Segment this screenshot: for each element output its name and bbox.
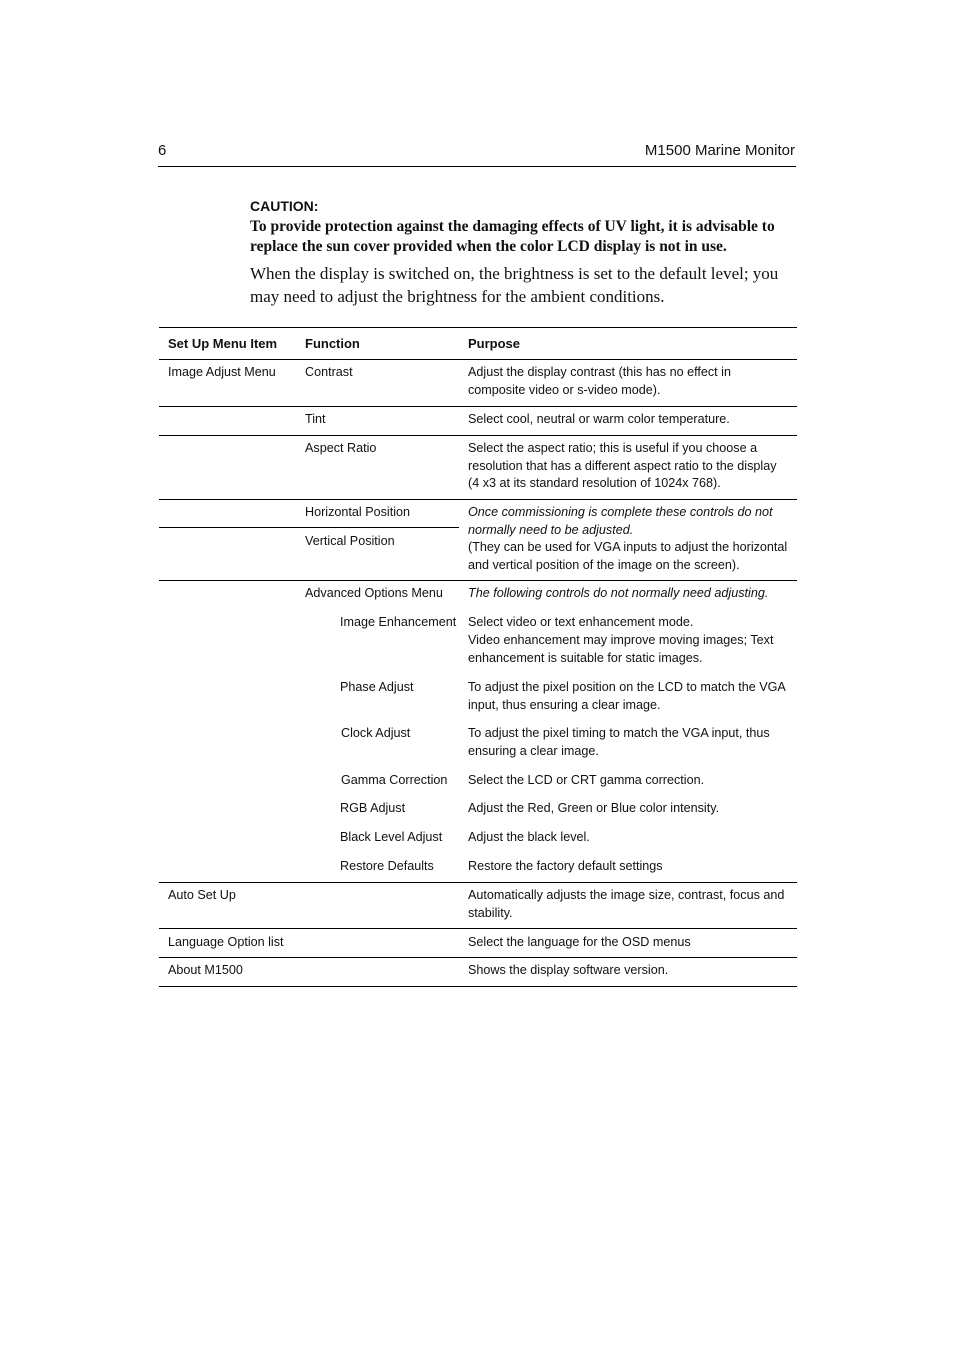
row-divider	[159, 928, 797, 929]
row-divider	[159, 580, 797, 581]
function-black-level-adjust: Black Level Adjust	[340, 830, 443, 844]
purpose-gamma-correction: Select the LCD or CRT gamma correction.	[468, 773, 705, 787]
purpose-position-note: Once commissioning is complete these controls do not normally need to be adjusted.	[468, 505, 773, 537]
function-horizontal-position: Horizontal Position	[305, 505, 410, 519]
row-divider	[159, 406, 797, 407]
menu-item-about: About M1500	[168, 963, 243, 977]
purpose-auto-set-up: Automatically adjusts the image size, contrast, focus and stability.	[468, 888, 785, 920]
function-advanced-options: Advanced Options Menu	[305, 586, 443, 600]
purpose-phase-adjust: To adjust the pixel position on the LCD to match the VGA input, thus ensuring a clear image.	[468, 680, 786, 712]
purpose-image-enhancement-detail: Video enhancement may improve moving images; Text enhancement is suitable for static images.	[468, 633, 774, 665]
purpose-restore-defaults: Restore the factory default settings	[468, 859, 663, 873]
caution-heading: CAUTION:	[250, 198, 319, 214]
purpose-image-enhancement-mode: Select video or text enhancement mode.	[468, 615, 694, 629]
purpose-language-option-list: Select the language for the OSD menus	[468, 935, 691, 949]
menu-item-image-adjust: Image Adjust Menu	[168, 365, 276, 379]
purpose-advanced-options: The following controls do not normally need adjusting.	[468, 586, 769, 600]
column-header-function: Function	[305, 336, 360, 351]
row-divider	[159, 527, 459, 528]
page-number: 6	[158, 142, 167, 159]
purpose-contrast: Adjust the display contrast (this has no effect in composite video or s-video mode).	[468, 365, 731, 397]
table-bottom-rule	[159, 986, 797, 987]
purpose-about: Shows the display software version.	[468, 963, 669, 977]
function-aspect-ratio: Aspect Ratio	[305, 441, 377, 455]
purpose-black-level-adjust: Adjust the black level.	[468, 830, 590, 844]
column-header-purpose: Purpose	[468, 336, 521, 351]
function-contrast: Contrast	[305, 365, 353, 379]
row-divider	[159, 499, 797, 500]
menu-item-language-option-list: Language Option list	[168, 935, 284, 949]
function-phase-adjust: Phase Adjust	[340, 680, 414, 694]
function-clock-adjust: Clock Adjust	[341, 726, 411, 740]
function-vertical-position: Vertical Position	[305, 534, 395, 548]
row-divider	[159, 435, 797, 436]
purpose-tint: Select cool, neutral or warm color temperature.	[468, 412, 730, 426]
table-top-rule	[159, 327, 797, 328]
document-title: M1500 Marine Monitor	[644, 142, 795, 159]
function-tint: Tint	[305, 412, 326, 426]
page-header	[158, 140, 796, 167]
function-gamma-correction: Gamma Correction	[341, 773, 448, 787]
function-image-enhancement: Image Enhancement	[340, 615, 457, 629]
menu-item-auto-set-up: Auto Set Up	[168, 888, 236, 902]
column-header-item: Set Up Menu Item	[168, 336, 278, 351]
row-divider	[159, 882, 797, 883]
function-restore-defaults: Restore Defaults	[340, 859, 434, 873]
purpose-aspect-ratio: Select the aspect ratio; this is useful if you choose a resolution that has a different aspect ratio to the display (4 x3 at its standard resolution of 1024x 768).	[468, 441, 777, 490]
purpose-rgb-adjust: Adjust the Red, Green or Blue color intensity.	[468, 801, 720, 815]
caution-text: To provide protection against the damaging effects of UV light, it is advisable to replace the sun cover provided when the color LCD display is not in use.	[250, 218, 775, 255]
function-rgb-adjust: RGB Adjust	[340, 801, 406, 815]
intro-paragraph: When the display is switched on, the brightness is set to the default level; you may need to adjust the brightness for the ambient conditions.	[250, 264, 779, 306]
table-header-rule	[159, 359, 797, 360]
row-divider	[159, 957, 797, 958]
purpose-clock-adjust: To adjust the pixel timing to match the VGA input, thus ensuring a clear image.	[468, 726, 770, 758]
purpose-position-detail: (They can be used for VGA inputs to adjust the horizontal and vertical position of the image on the screen).	[468, 540, 788, 572]
